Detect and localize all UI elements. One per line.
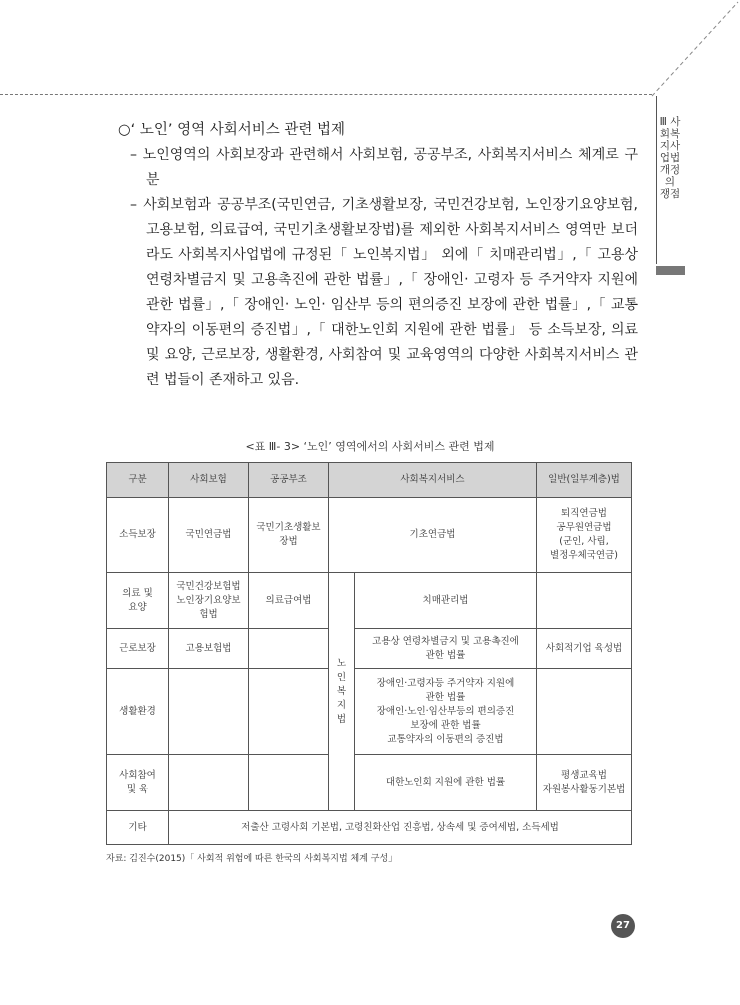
table-row bbox=[107, 498, 632, 573]
corner-decoration bbox=[648, 0, 740, 100]
table-caption: <표 Ⅲ- 3> ‘노인’ 영역에서의 사회서비스 관련 법제 bbox=[245, 440, 495, 453]
law-table bbox=[106, 462, 632, 845]
cell-assistance bbox=[249, 755, 329, 811]
cell-general: 사회적기업 육성법 bbox=[537, 629, 632, 669]
header-dashed-line bbox=[0, 94, 652, 95]
cell-insurance bbox=[169, 669, 249, 755]
table-source: 자료: 김진수(2015)「 사회적 위험에 따른 한국의 사회복지법 체계 구성」 bbox=[106, 854, 398, 864]
cell-assistance bbox=[249, 629, 329, 669]
cell-general bbox=[537, 573, 632, 629]
cell-category: 생활환경 bbox=[107, 669, 169, 755]
section-body bbox=[118, 118, 638, 393]
cell-service: 대한노인회 지원에 관한 법률 bbox=[355, 755, 537, 811]
table-row bbox=[107, 573, 632, 629]
cell-general bbox=[537, 669, 632, 755]
cell-category: 의료 및 요양 bbox=[107, 573, 169, 629]
cell-general: 평생교육법 자원봉사활동기본법 bbox=[537, 755, 632, 811]
section-heading: ○‘ 노인’ 영역 사회서비스 관련 법제 bbox=[118, 122, 346, 138]
page-number: 27 bbox=[611, 914, 635, 938]
cell-assistance: 의료급여법 bbox=[249, 573, 329, 629]
cell-insurance bbox=[169, 755, 249, 811]
table-header-row bbox=[107, 463, 632, 498]
cell-service: 치매관리법 bbox=[355, 573, 537, 629]
cell-assistance: 국민기초생활보장법 bbox=[249, 498, 329, 573]
header-assistance: 공공부조 bbox=[249, 463, 329, 498]
table-row bbox=[107, 755, 632, 811]
table-row bbox=[107, 629, 632, 669]
cell-category: 기타 bbox=[107, 811, 169, 845]
cell-insurance: 국민건강보험법 노인장기요양보험법 bbox=[169, 573, 249, 629]
cell-etc: 저출산 고령사회 기본법, 고령친화산업 진흥법, 상속세 및 증여세법, 소득세법 bbox=[169, 811, 632, 845]
cell-category: 사회참여 및 육 bbox=[107, 755, 169, 811]
cell-insurance: 고용보험법 bbox=[169, 629, 249, 669]
table-row bbox=[107, 811, 632, 845]
header-general: 일반(일부계층)법 bbox=[537, 463, 632, 498]
header-service: 사회복지서비스 bbox=[329, 463, 537, 498]
cell-category: 소득보장 bbox=[107, 498, 169, 573]
cell-insurance: 국민연금법 bbox=[169, 498, 249, 573]
cell-category: 근로보장 bbox=[107, 629, 169, 669]
header-insurance: 사회보험 bbox=[169, 463, 249, 498]
cell-merged-service-label: 노 인 복 지 법 bbox=[329, 573, 355, 811]
cell-service: 고용상 연령차별금지 및 고용촉진에 관한 법률 bbox=[355, 629, 537, 669]
cell-service: 장애인‧고령자등 주거약자 지원에 관한 법률 장애인‧노인‧임산부등의 편의증진 보장에 관한 법률 교통약자의 이동편의 증진법 bbox=[355, 669, 537, 755]
side-chapter-bar bbox=[656, 266, 685, 275]
cell-general: 퇴직연금법 공무원연금법 (군인, 사립, 별정우체국연금) bbox=[537, 498, 632, 573]
header-category: 구분 bbox=[107, 463, 169, 498]
table-row bbox=[107, 669, 632, 755]
side-chapter-label: Ⅲ 사회복지사업법 개정의 쟁점 bbox=[659, 116, 681, 200]
cell-assistance bbox=[249, 669, 329, 755]
bullet-1: – 노인영역의 사회보장과 관련해서 사회보험, 공공부조, 사회복지서비스 체계로 구분 bbox=[130, 147, 638, 188]
bullet-2: – 사회보험과 공공부조(국민연금, 기초생활보장, 국민건강보험, 노인장기요양보험, 고용보험, 의료급여, 국민기초생활보장법)를 제외한 사회복지서비스 영역만 보더라도 사회복지사업법에 규정된「 노인복지법」 외에「 치매관리법」,「 고용상연령차별금지 및 고용촉진에 관한 법률」,「 장애인‧ 고령자 등 주거약자 지원에 관한 법률」,「 장애인‧ 노인‧ 임산부 등의 편의증진 보장에 관한 법률」,「 교통약자의 이동편의 증진법」,「 대한노인회 지원에 관한 법률」 등 소득보장, 의료 및 요양, 근로보장, 생활환경, 사회참여 및 교육영역의 다양한 사회복지서비스 관련 법들이 존재하고 있음. bbox=[130, 197, 638, 388]
cell-service: 기초연금법 bbox=[329, 498, 537, 573]
